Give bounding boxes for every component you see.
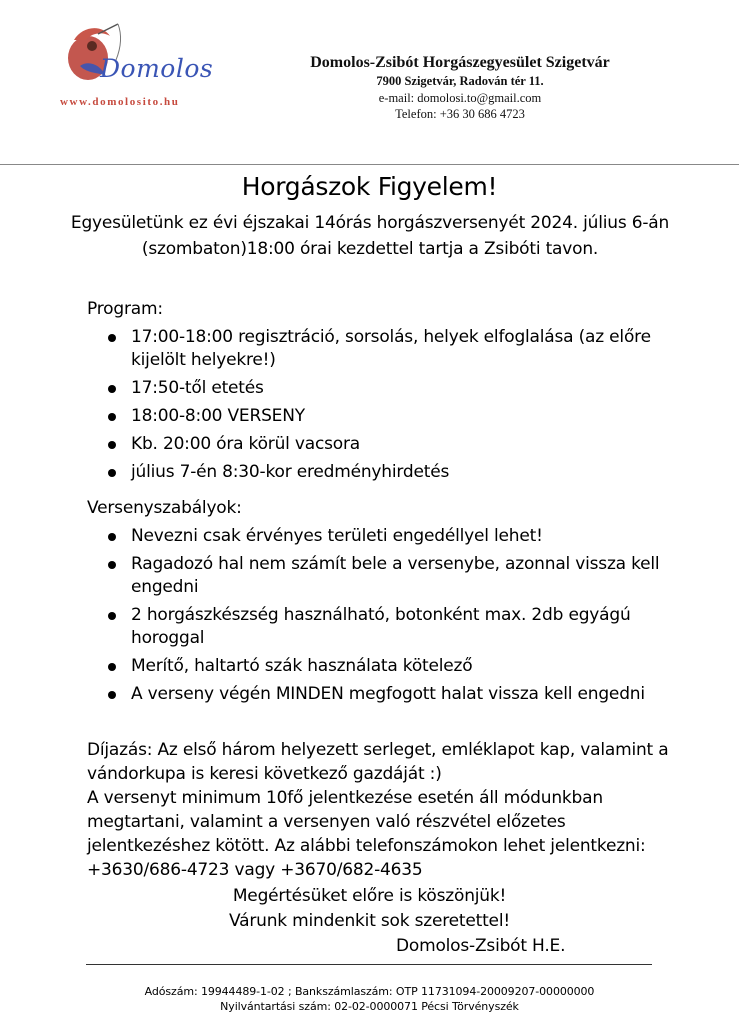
bullet-icon — [108, 691, 116, 699]
list-item — [104, 377, 684, 400]
prizes-paragraph: Díjazás: Az első három helyezett serleget, emléklapot kap, valamint a vándorkupa is keresi következő gazdáját :) — [87, 740, 669, 784]
bullet-icon — [108, 441, 116, 449]
signature: Domolos-Zsibót H.E. — [396, 936, 566, 956]
list-item — [104, 655, 684, 678]
footer-divider — [86, 964, 652, 965]
bullet-icon — [108, 663, 116, 671]
list-item — [104, 683, 684, 706]
list-item — [104, 433, 684, 456]
program-item-text: július 7-én 8:30-kor eredményhirdetés — [131, 462, 450, 482]
intro-paragraph: Egyesületünk ez évi éjszakai 14órás horgászversenyét 2024. július 6-án (szombaton)18:00 órai kezdettel tartja a Zsibóti tavon. — [70, 213, 670, 259]
rules-heading: Versenyszabályok: — [87, 498, 242, 518]
registration-paragraph: A versenyt minimum 10fő jelentkezése esetén áll módunkban megtartani, valamint a versenyen való részvétel előzetes jelentkezéshez kötött. Az alábbi telefonszámokon lehet jelentkezni: +3630/686-4723 vagy +3670/682-4635 — [87, 788, 646, 880]
bullet-icon — [108, 469, 116, 477]
bullet-icon — [108, 413, 116, 421]
rule-item-text: Ragadozó hal nem számít bele a versenybe, azonnal vissza kell engedni — [131, 554, 660, 597]
rule-item-text: Nevezni csak érvényes területi engedéllyel lehet! — [131, 526, 543, 546]
bullet-icon — [108, 533, 116, 541]
list-item — [104, 604, 684, 650]
program-heading: Program: — [87, 299, 163, 319]
list-item — [104, 461, 684, 484]
program-item-text: 17:00-18:00 regisztráció, sorsolás, helyek elfoglalása (az előre kijelölt helyekre!) — [131, 327, 651, 370]
organization-email: e-mail: domolosi.to@gmail.com — [378, 91, 542, 105]
logo-wordmark: Domolos — [100, 54, 214, 83]
bullet-icon — [108, 385, 116, 393]
logo-website: www.domolosito.hu — [60, 96, 180, 108]
rule-item-text: A verseny végén MINDEN megfogott halat vissza kell engedni — [131, 684, 645, 704]
program-item-text: 18:00-8:00 VERSENY — [131, 406, 305, 426]
bullet-icon — [108, 334, 116, 342]
list-item — [104, 405, 684, 428]
list-item — [104, 525, 684, 548]
program-item-text: Kb. 20:00 óra körül vacsora — [131, 434, 360, 454]
organization-address: 7900 Szigetvár, Radován tér 11. — [376, 74, 544, 88]
header-divider — [0, 164, 739, 165]
thanks-line: Megértésüket előre is köszönjük! — [232, 886, 507, 906]
organization-name: Domolos-Zsibót Horgászegyesület Szigetvár — [310, 54, 610, 71]
rule-item-text: 2 horgászkészség használható, botonként max. 2db egyágú horoggal — [131, 605, 631, 648]
club-logo — [58, 20, 233, 115]
rules-list — [104, 525, 684, 711]
organization-phone: Telefon: +36 30 686 4723 — [395, 107, 525, 121]
organization-header — [270, 53, 650, 122]
program-list — [104, 326, 684, 489]
rule-item-text: Merítő, haltartó szák használata kötelező — [131, 656, 473, 676]
program-item-text: 17:50-től etetés — [131, 378, 264, 398]
bullet-icon — [108, 561, 116, 569]
welcome-line: Várunk mindenkit sok szeretettel! — [229, 911, 510, 931]
bullet-icon — [108, 612, 116, 620]
footer-tax-bank: Adószám: 19944489-1-02 ; Bankszámlaszám: OTP 11731094-20009207-00000000 — [144, 985, 595, 998]
page-title: Horgászok Figyelem! — [241, 172, 498, 201]
list-item — [104, 326, 684, 372]
footer-registry: Nyilvántartási szám: 02-02-0000071 Pécsi Törvényszék — [220, 1000, 519, 1013]
list-item — [104, 553, 684, 599]
